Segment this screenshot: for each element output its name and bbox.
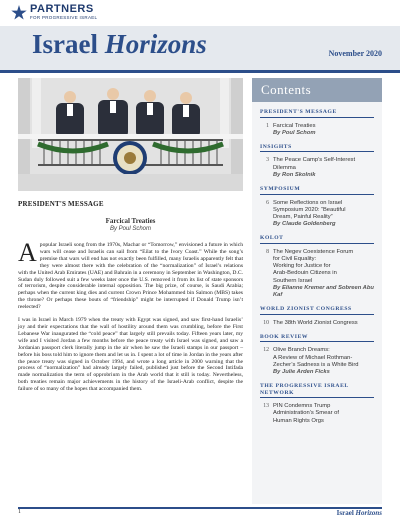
toc-page-number: 6 (266, 199, 269, 206)
toc-entry[interactable] (260, 320, 374, 327)
toc-entry-title-line: The 38th World Zionist Congress (273, 319, 358, 326)
logo-tagline: FOR PROGRESSIVE ISRAEL (30, 15, 98, 20)
toc-entry-title-line: Olive Branch Dreams: (273, 347, 330, 354)
toc-page-number: 3 (266, 157, 269, 164)
toc-entry-title-line: PIN Condemns Trump (273, 403, 331, 410)
toc-entry-title-line: Human Rights Orgs (273, 417, 324, 424)
article-section-label: PRESIDENT'S MESSAGE (18, 200, 104, 208)
toc-entry[interactable] (260, 347, 374, 376)
footer-brand-word-2: Horizons (355, 509, 382, 517)
title-word-1: Israel (32, 29, 98, 59)
toc-page-number: 8 (266, 248, 269, 255)
contents-title: Contents (261, 82, 312, 97)
ceremony-photo (18, 78, 243, 191)
logo-name: PARTNERS (30, 3, 94, 15)
article-byline: By Poul Schom (109, 226, 152, 232)
title-word-2: Horizons (104, 29, 207, 59)
article-title: Farcical Treaties (105, 217, 156, 225)
toc-entry-title-line: The Negev Coexistence Forum (273, 248, 354, 255)
toc-entry[interactable] (260, 403, 374, 425)
masthead-top (0, 0, 400, 26)
toc-page-number: 1 (266, 122, 269, 129)
paragraph-text: popular Israeli song from the 1970s, Machar or “Tomorrow,” envisioned a future in which wars will cease and Israelis can sail from “Eilat to the Ivory Coast.” While the song’s premise that wars will end has not exactly been fulfilled, many Israelis apparently felt that they were almost there with the celebration of the “normalization” of Israel’s relations with the United Arab Emirates (UAE) and Bahrain in a ceremony in September in Washington, D.C. Sudan duly followed suit a few weeks later once the U.S. removed it from its list of state sponsors of terrorism, despite considerable internal opposition. The big prize, of course, is Saudi Arabia; perhaps when the current king dies and current Crown Prince Mohammed bin Salmon (MBS) takes the throne? Or perhaps these bouts of “friendship” might be interrupted if Donald Trump isn’t reelected? (18, 242, 243, 311)
toc-section-heading: KOLOT (260, 235, 374, 244)
article-paragraph: I was in Israel in March 1979 when the treaty with Egypt was signed, and saw first-hand Israelis’ joy and their expectations that the wall of hostility around them was crumbling, before the First Lebanese War inaugurated the “cold peace” that largely still prevails today. Fifteen years later, my wife and I visited Jordan a few months before the peace treaty with Israel was signed, and saw a Jordanian passport clerk literally jump in the air when he saw the Israeli stamps in our passport – before his boss told him to ignore them and let us in. I spent a lot of time in Jordan in the years after the peace treaty was signed in October 1994, and wrote a long article in 2000 warning that the process of “normalization” had already largely failed, published just before the Second Intifada made normalization the term of opprobrium in the Arab world that it still is today. Nevertheless, both treaties remain major achievements in the history of the Israeli-Arab conflict, despite the failure of so many of the hopes that accompanied them. (18, 317, 243, 393)
dropcap: A (18, 238, 37, 267)
toc-entry-title-line: Some Reflections on Israel (273, 199, 343, 206)
page-number: 1 (18, 509, 21, 515)
toc-entry[interactable] (260, 200, 374, 229)
issue-date: November 2020 (328, 49, 382, 58)
toc-section-heading: WORLD ZIONIST CONGRESS (260, 306, 374, 315)
toc-section-heading: BOOK REVIEW (260, 334, 374, 343)
publication-title (32, 29, 207, 60)
toc-page-number: 12 (263, 347, 269, 354)
toc-entry-author: By Ron Skolnik (273, 171, 316, 178)
table-of-contents (252, 109, 382, 432)
toc-entry-title-line: for Civil Equality: (273, 256, 317, 263)
toc-entry-title-line: Working for Justice for (273, 263, 331, 270)
toc-entry-title-line: Dilemma (273, 164, 296, 171)
toc-entry-author: By Elianne Kremer and Sobreen Abu Kaf (273, 284, 374, 299)
toc-section-heading: SYMPOSIUM (260, 186, 374, 195)
toc-entry[interactable] (260, 249, 374, 299)
footer-brand (337, 509, 382, 517)
toc-entry-title-line: Symposium 2020: “Beautiful (273, 206, 346, 213)
toc-page-number: 10 (263, 319, 269, 326)
footer-brand-word-1: Israel (336, 509, 354, 517)
toc-entry-title-line: Dream, Painful Reality” (273, 213, 333, 220)
toc-section-heading: PRESIDENT'S MESSAGE (260, 109, 374, 118)
toc-section-heading: THE PROGRESSIVE ISRAEL NETWORK (260, 383, 374, 398)
contents-header (252, 78, 382, 102)
article (18, 200, 243, 393)
toc-page-number: 13 (263, 403, 269, 410)
footer-rule (18, 507, 382, 509)
toc-entry[interactable] (260, 123, 374, 137)
contents-sidebar (252, 78, 382, 504)
masthead-rule (0, 70, 400, 73)
toc-entry-author: By Claude Goldenberg (273, 221, 336, 228)
toc-entry-title-line: Farcical Treaties (273, 122, 316, 129)
toc-entry-title-line: Zecher’s Sadness is a White Bird (273, 361, 359, 368)
partners-logo[interactable] (11, 4, 101, 23)
toc-entry-title-line: The Peace Camp’s Self-Interest (273, 157, 356, 164)
star-icon (11, 5, 27, 21)
toc-entry-title-line: Southern Israel (273, 277, 313, 284)
toc-entry-title-line: Administration’s Smear of (273, 410, 339, 417)
article-body (18, 238, 243, 399)
article-paragraph (18, 238, 243, 311)
toc-entry-title-line: A Review of Michael Rothman- (273, 354, 353, 361)
title-banner (0, 26, 400, 70)
toc-entry[interactable] (260, 157, 374, 179)
toc-entry-author: By Poul Schom (273, 129, 316, 136)
ceremony-photo-image (18, 78, 243, 191)
toc-entry-author: By Julie Arden Ficks (273, 369, 330, 376)
toc-entry-title-line: Arab-Bedouin Citizens in (273, 270, 337, 277)
toc-section-heading: INSIGHTS (260, 144, 374, 153)
